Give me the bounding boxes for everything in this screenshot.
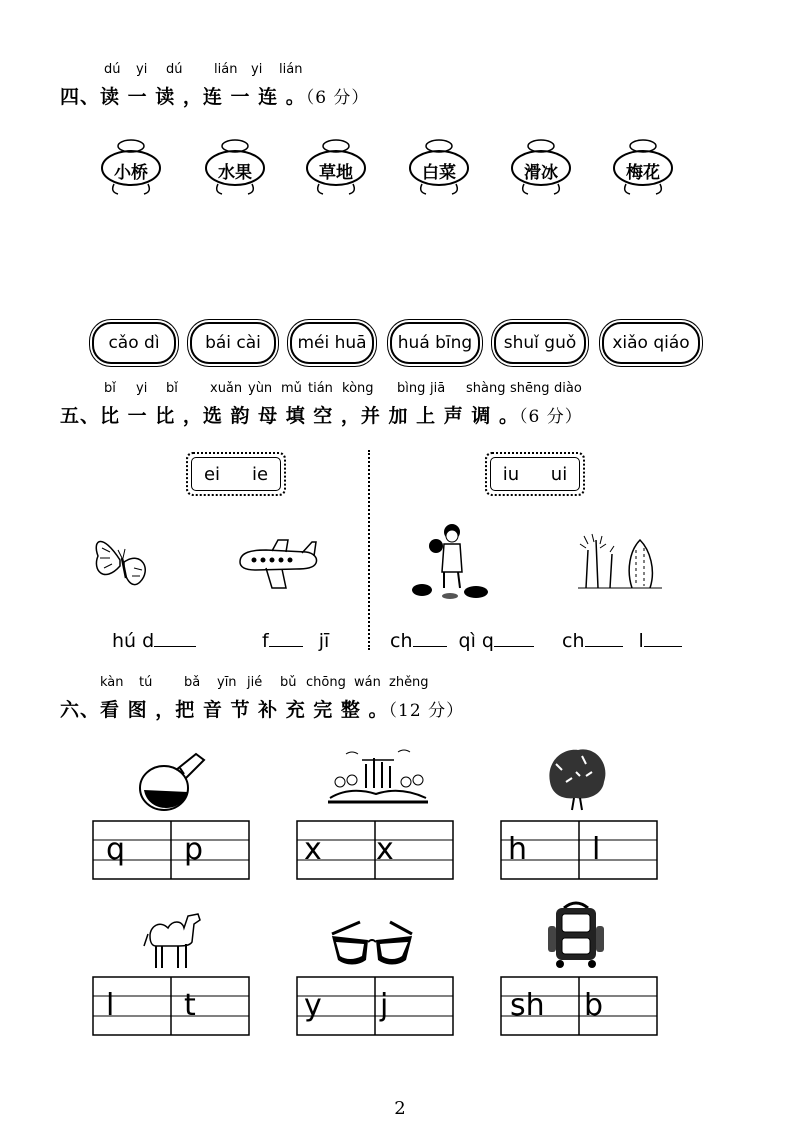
s6-pinyin-jie: jié [247, 675, 263, 690]
butterfly-icon [92, 530, 150, 590]
s6-pinyin-zheng: zhěng [389, 675, 429, 690]
word-label: 草地 [319, 163, 353, 183]
s5-pinyin-shang: shàng [466, 381, 506, 396]
word-label: 白菜 [422, 163, 456, 183]
blank-input[interactable] [494, 628, 534, 647]
grid-park[interactable] [296, 820, 454, 880]
fill-butterfly [112, 628, 196, 652]
word-label: 水果 [218, 163, 252, 183]
s5-title: 五、比 一 比 ，选 韵 母 填 空 ，并 加 上 声 调 。 [60, 405, 519, 427]
grid-bush[interactable] [500, 820, 658, 880]
syllable-initial-1: sh [510, 988, 545, 1023]
word-label: 梅花 [626, 163, 660, 183]
option-ei: ei [203, 463, 221, 485]
s6-heading [60, 695, 464, 722]
park-icon [326, 748, 430, 808]
s6-score: （12 分） [388, 701, 465, 721]
s5-heading [60, 401, 583, 428]
option-ui: ui [550, 463, 568, 485]
word-tile-6[interactable] [612, 138, 674, 198]
pinyin-pill-6[interactable]: xiǎo qiáo [602, 322, 700, 364]
s6-pinyin-wan: wán [354, 675, 381, 690]
option-ie: ie [251, 463, 269, 485]
s4-pinyin-du2: dú [166, 62, 183, 77]
syllable-initial-1: h [508, 832, 528, 867]
fill-text: jī [318, 630, 330, 652]
backpack-icon [544, 900, 608, 970]
pinyin-pill-4[interactable]: huá bīng [390, 322, 480, 364]
word-tile-2[interactable] [204, 138, 266, 198]
grid-glasses[interactable] [296, 976, 454, 1036]
s4-title: 四、读 一 读 ，连 一 连 。 [60, 86, 306, 108]
s5-pinyin-kong: kòng [342, 381, 374, 396]
s5-pinyin-bing: bìng [397, 381, 426, 396]
syllable-initial-1: l [106, 988, 115, 1023]
s5-pinyin-yi: yi [136, 381, 148, 396]
grid-camel[interactable] [92, 976, 250, 1036]
fill-text: hú d [112, 630, 155, 652]
blank-input[interactable] [644, 628, 682, 647]
s5-pinyin-mu: mǔ [281, 381, 302, 396]
word-label: 小桥 [114, 163, 148, 183]
syllable-initial-2: x [376, 832, 394, 867]
s6-pinyin-chong: chōng [306, 675, 346, 690]
paddle-icon [136, 750, 208, 814]
airplane-icon [236, 536, 320, 592]
blank-input[interactable] [269, 628, 303, 647]
s5-pinyin-bi2: bǐ [166, 381, 178, 396]
word-label: 滑冰 [524, 163, 558, 183]
s4-pinyin-yi2: yi [251, 62, 263, 77]
blank-input[interactable] [413, 628, 447, 647]
s4-pinyin-du1: dú [104, 62, 121, 77]
s6-pinyin-kan: kàn [100, 675, 124, 690]
fill-text: ch [390, 630, 413, 652]
fill-text: f [262, 630, 269, 652]
grid-paddle[interactable] [92, 820, 250, 880]
word-tile-1[interactable] [100, 138, 162, 198]
word-tile-5[interactable] [510, 138, 572, 198]
s6-pinyin-yin: yīn [217, 675, 237, 690]
syllable-initial-2: l [592, 832, 601, 867]
left-option-box [186, 452, 286, 496]
syllable-initial-2: p [184, 832, 204, 867]
syllable-initial-1: x [304, 832, 322, 867]
syllable-initial-2: b [584, 988, 604, 1023]
s6-pinyin-bu: bǔ [280, 675, 297, 690]
fill-text: ch [562, 630, 585, 652]
s4-pinyin-lian2: lián [279, 62, 303, 77]
grid-backpack[interactable] [500, 976, 658, 1036]
right-option-box [485, 452, 585, 496]
s5-pinyin-bi1: bǐ [104, 381, 116, 396]
s6-pinyin-tu: tú [139, 675, 153, 690]
s5-pinyin-sheng: shēng [510, 381, 550, 396]
s5-pinyin-diao: diào [554, 381, 582, 396]
fill-text: qì q [458, 630, 494, 652]
s6-pinyin-ba: bǎ [184, 675, 201, 690]
page-number: 2 [394, 1098, 406, 1119]
s6-title: 六、看 图 ，把 音 节 补 充 完 整 。 [60, 699, 389, 721]
word-tile-4[interactable] [408, 138, 470, 198]
s5-pinyin-tian: tián [308, 381, 333, 396]
fill-tree [562, 628, 682, 652]
pinyin-pill-2[interactable]: bái cài [190, 322, 276, 364]
option-iu: iu [502, 463, 520, 485]
center-divider [368, 450, 370, 650]
fill-ball [390, 628, 534, 652]
tree-icon [576, 530, 664, 592]
pinyin-pill-3[interactable]: méi huā [290, 322, 374, 364]
s4-score: （6 分） [305, 88, 370, 108]
camel-icon [142, 906, 204, 970]
fill-airplane [262, 628, 329, 652]
blank-input[interactable] [585, 628, 623, 647]
s5-pinyin-yun: yùn [248, 381, 273, 396]
blank-input[interactable] [154, 628, 196, 647]
syllable-initial-2: t [184, 988, 196, 1023]
s4-pinyin-lian1: lián [214, 62, 238, 77]
syllable-initial-1: y [304, 988, 322, 1023]
glasses-icon [330, 920, 414, 970]
s5-pinyin-xuan: xuǎn [210, 381, 243, 396]
word-tile-3[interactable] [305, 138, 367, 198]
s5-pinyin-jia: jiā [430, 381, 446, 396]
s5-score: （6 分） [519, 407, 583, 427]
syllable-initial-1: q [106, 832, 126, 867]
grid-lines [92, 976, 250, 1036]
child-ball-icon [410, 520, 490, 602]
pinyin-pill-5[interactable]: shuǐ guǒ [494, 322, 586, 364]
syllable-initial-2: j [380, 988, 389, 1023]
pinyin-pill-1[interactable]: cǎo dì [92, 322, 176, 364]
bush-icon [542, 742, 612, 812]
s4-pinyin-yi1: yi [136, 62, 148, 77]
fill-text: l [638, 630, 644, 652]
s4-heading [60, 82, 369, 109]
